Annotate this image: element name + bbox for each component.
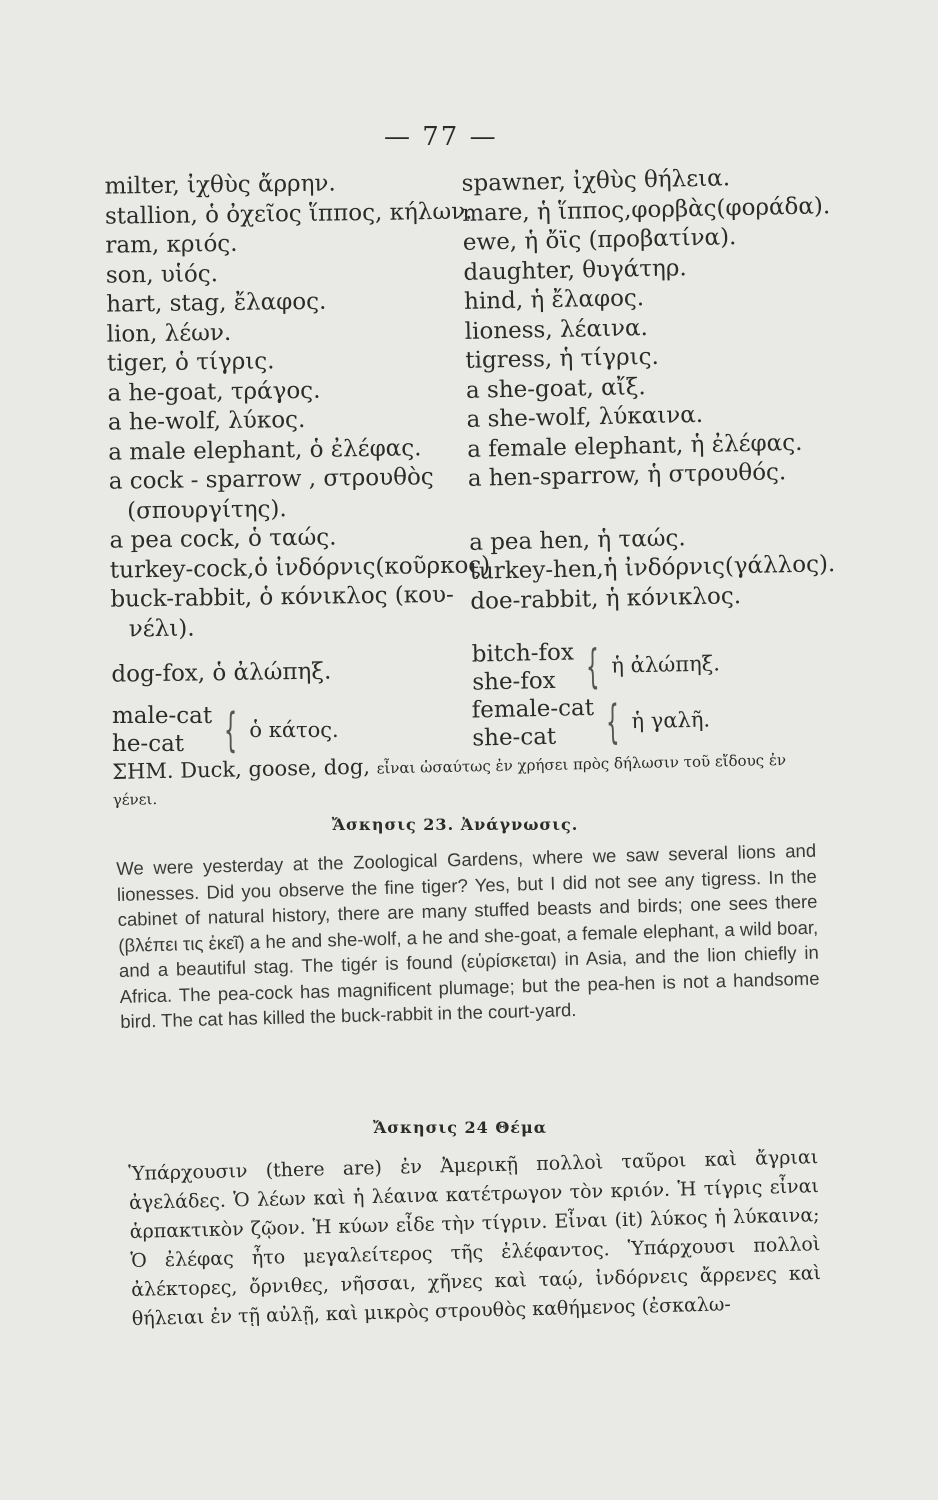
exercise-23-heading: Ἄσκησις 23. Ἀνάγνωσις. xyxy=(331,815,579,834)
vocab-left-entry: tiger, ὁ τίγρις. xyxy=(106,348,275,377)
vocab-right-entry: turkey-hen,ἡ ἰνδόρνις(γάλλος). xyxy=(469,551,836,585)
vocab-left-entry: dog-fox, ὁ ἀλώπηξ. xyxy=(111,658,332,688)
cat-male-term: he-cat xyxy=(112,731,185,757)
vocab-left-entry: son, υἱός. xyxy=(105,260,219,289)
cat-female-term: she-cat xyxy=(472,723,557,752)
note-english: Duck, goose, dog, xyxy=(180,754,371,783)
cat-female-term: female-cat xyxy=(471,694,595,724)
vocab-left-entry: a pea cock, ὁ ταώς. xyxy=(109,524,337,554)
vocab-left-entry: a cock - sparrow , στρουθὸς xyxy=(108,464,434,495)
vocab-right-entry: a she-wolf, λύκαινα. xyxy=(466,401,704,433)
cat-female-greek: ἡ γαλῆ. xyxy=(631,707,711,734)
cat-female-group xyxy=(471,692,710,753)
vocab-right-entry: ewe, ἡ ὄϊς (προβατίνα). xyxy=(462,224,737,256)
cat-male-group xyxy=(112,702,339,758)
vocab-left-entry: ram, κριός. xyxy=(105,230,238,259)
vocab-right-entry: mare, ἡ ἵππος,φορβὰς(φοράδα). xyxy=(461,192,831,227)
vocab-left-entry: buck-rabbit, ὁ κόνικλος (κου- xyxy=(110,581,454,613)
vocab-right-entry: a female elephant, ἡ ἐλέφας. xyxy=(466,429,803,463)
brace-symbol: { xyxy=(224,703,238,757)
vocab-right-entry: a pea hen, ἡ ταώς. xyxy=(468,524,686,556)
exercise-24-text: Ὑπάρχουσιν (there are) ἐν Ἀμερικῇ πολλοὶ ταῦροι καὶ ἄγριαι ἀγελάδες. Ὁ λέων καὶ ἡ λέαινα κατέτρωγον τὸν κριόν. Ἡ τίγρις εἶναι ἁρπακτικὸν ζῷον. Ἡ κύων εἶδε τὴν τίγριν. Εἶναι (it) λύκος ἡ λύκαινα; Ὁ ἐλέφας ἦτο μεγαλείτερος τῆς ἐλέφαντος. Ὑπάρχουσι πολλοὶ ἀλέκτορες, ὄρνιθες, νῆσσαι, χῆνες καὶ ταῴ, ἰνδόρνεις ἄρρενες καὶ θήλειαι ἐν τῇ αὐλῇ, καὶ μικρὸς στρουθὸς καθήμενος (ἐσκαλω- xyxy=(128,1146,822,1330)
vocab-right-entry: tigress, ἡ τίγρις. xyxy=(465,343,660,374)
vocab-left-entry: lion, λέων. xyxy=(106,319,232,348)
brace-symbol: { xyxy=(585,638,600,694)
vocab-left-entry: milter, ἰχθὺς ἄρρην. xyxy=(104,170,336,200)
vocab-right-entry: lioness, λέαινα. xyxy=(464,314,649,345)
page-number: — 77 — xyxy=(384,122,498,152)
vocab-left-entry: hart, stag, ἔλαφος. xyxy=(106,288,327,318)
fox-female-term: bitch-fox xyxy=(471,639,575,668)
vocab-left-entry: a male elephant, ὁ ἐλέφας. xyxy=(108,434,422,466)
vocab-right-entry: doe-rabbit, ἡ κόνικλος. xyxy=(470,582,742,615)
note-label: ΣΗΜ. xyxy=(112,758,174,784)
vocab-left-entry: stallion, ὁ ὀχεῖος ἵππος, κήλων. xyxy=(104,198,473,230)
vocab-left-column xyxy=(104,167,491,690)
vocab-left-entry: (σπουργίτης). xyxy=(126,495,287,524)
vocab-left-entry: a he-goat, τράγος. xyxy=(107,377,321,407)
vocab-left-entry: a he-wolf, λύκος. xyxy=(107,406,306,436)
vocab-right-entry: spawner, ἰχθὺς θήλεια. xyxy=(461,165,731,197)
vocab-right-entry: hind, ἡ ἔλαφος. xyxy=(463,285,645,315)
vocab-right-column xyxy=(461,162,838,617)
vocab-left-entry: turkey-cock,ὁ ἰνδόρνις(κοῦρκος) xyxy=(109,551,491,584)
exercise-24-heading: Ἄσκησις 24 Θέμα xyxy=(372,1118,548,1137)
fox-female-group xyxy=(471,635,720,696)
fox-female-greek: ἡ ἀλώπηξ. xyxy=(611,651,721,678)
vocab-right-entry: a she-goat, αἴξ. xyxy=(465,373,646,404)
vocab-right-entry: a hen-sparrow, ἡ στρουθός. xyxy=(467,459,787,492)
brace-symbol: { xyxy=(605,694,621,749)
fox-female-term: she-fox xyxy=(472,667,556,696)
cat-male-term: male-cat xyxy=(112,703,213,729)
exercise-23-text: We were yesterday at the Zoological Gardens, where we saw several lions and lionesses. Did you observe the fine tiger? Yes, but I did not see any tigress. In the cabinet of natural history, there are many stuffed beasts and birds; one sees there (βλέπει τις ἐκεῖ) a he and she-wolf, a he and she-goat, a female elephant, a wild boar, and a beautiful stag. The tigér is found (εὑρίσκεται) in Asia, and the lion chiefly in Africa. The pea-cock has magnificent plumage; but the pea-hen is not a handsome bird. The cat has killed the buck-rabbit in the court-yard. xyxy=(116,839,820,1032)
cat-male-greek: ὁ κάτος. xyxy=(249,718,339,742)
vocab-right-entry: daughter, θυγάτηρ. xyxy=(463,254,687,286)
vocab-left-entry: νέλι). xyxy=(128,614,195,642)
note-greek: εἶναι ὡσαύτως ἐν χρήσει πρὸς δήλωσιν τοῦ εἴδους ἐν γένει. xyxy=(112,750,787,809)
